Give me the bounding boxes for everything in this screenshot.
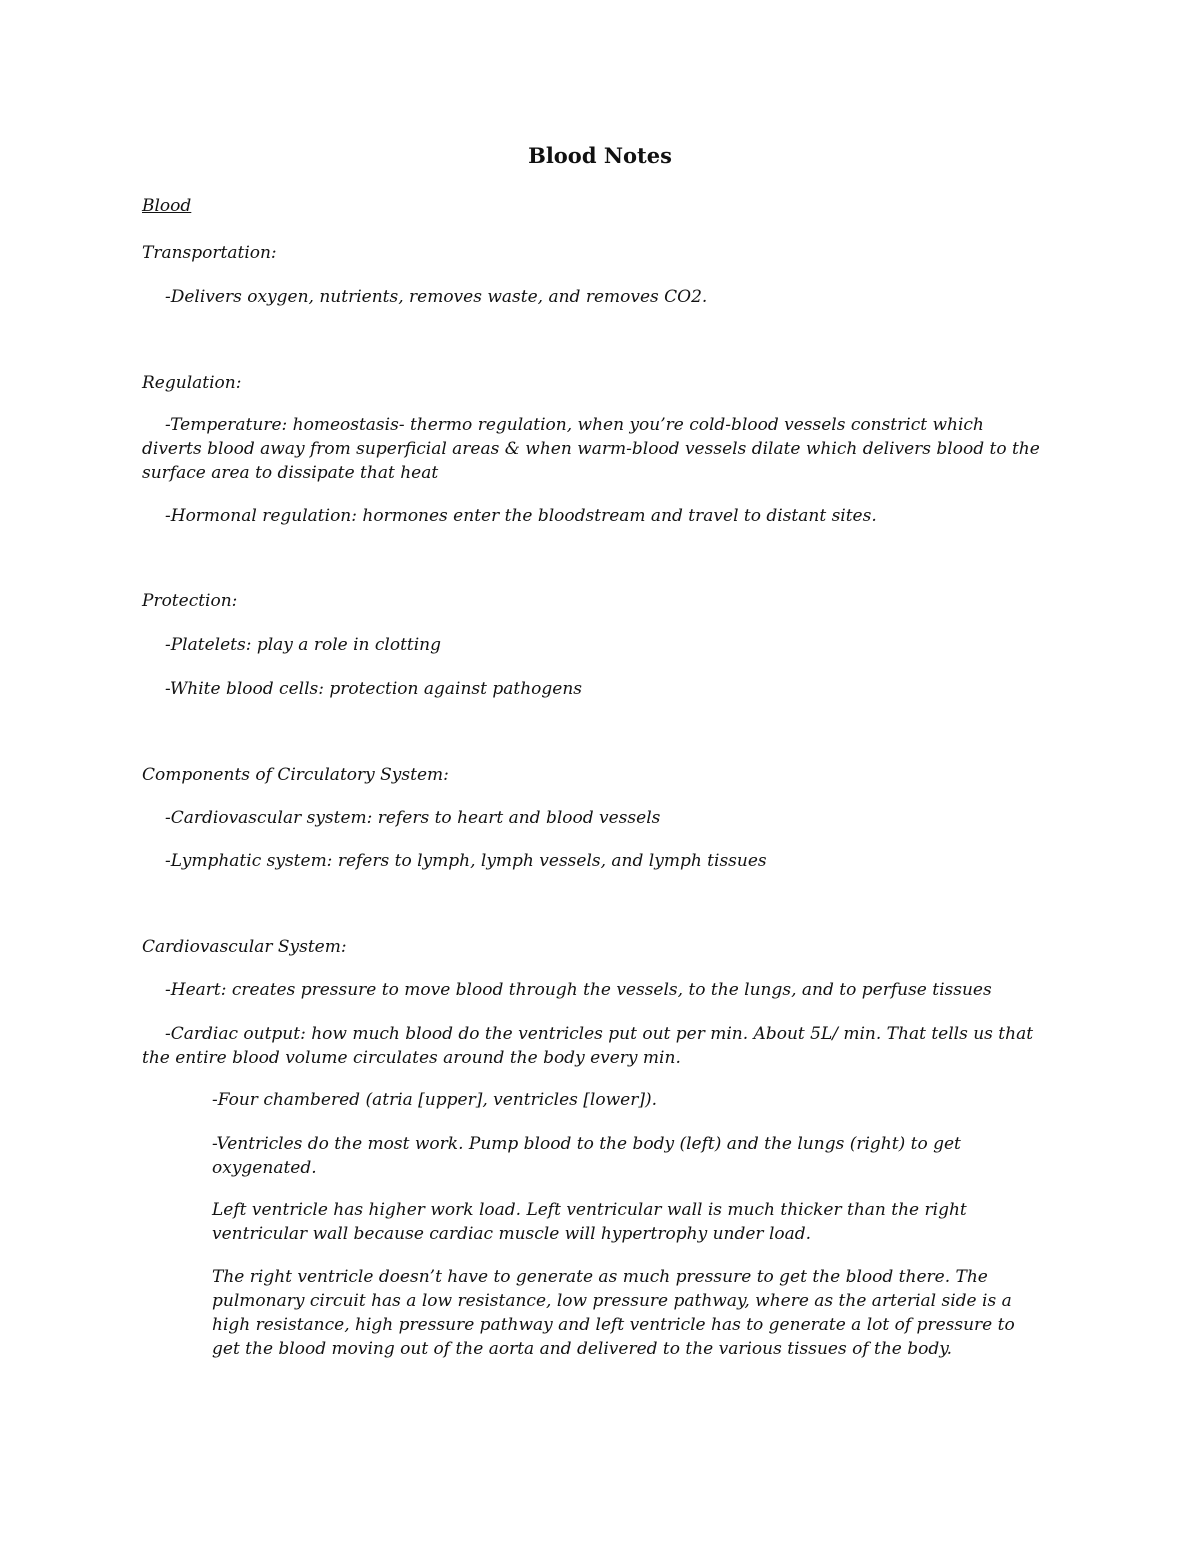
components-item-cardiovascular: -Cardiovascular system: refers to heart and blood vessels	[165, 808, 661, 828]
heading-regulation: Regulation:	[142, 373, 242, 393]
heading-protection: Protection:	[142, 591, 238, 611]
cardiovascular-subitem-right-ventricle: The right ventricle doesn’t have to generate as much pressure to get the blood there. The pulmonary circuit has a low resistance, low pressure pathway, where as the arterial side is a high resistance, high pressure pathway and left ventricle has to generate a lot of pressure to get the blood moving out of the aorta and delivered to the various tissues of the body.	[212, 1267, 1015, 1359]
document-title: Blood Notes	[528, 143, 672, 168]
components-item-lymphatic: -Lymphatic system: refers to lymph, lymph vessels, and lymph tissues	[165, 851, 767, 871]
cardiovascular-item-cardiac-output: -Cardiac output: how much blood do the ventricles put out per min. About 5L/ min. That tells us that the entire blood volume circulates around the body every min.	[142, 1024, 1034, 1068]
cardiovascular-subitem-chambers: -Four chambered (atria [upper], ventricles [lower]).	[212, 1090, 658, 1110]
cardiovascular-item-heart: -Heart: creates pressure to move blood through the vessels, to the lungs, and to perfuse tissues	[165, 980, 992, 1000]
protection-item-platelets: -Platelets: play a role in clotting	[165, 635, 442, 655]
section-heading-blood: Blood	[142, 196, 192, 216]
heading-transportation: Transportation:	[142, 243, 277, 263]
protection-item-white-blood-cells: -White blood cells: protection against pathogens	[165, 679, 583, 699]
regulation-item-hormonal: -Hormonal regulation: hormones enter the bloodstream and travel to distant sites.	[165, 506, 877, 526]
transportation-item: -Delivers oxygen, nutrients, removes waste, and removes CO2.	[165, 287, 708, 307]
regulation-item-temperature: -Temperature: homeostasis- thermo regulation, when you’re cold-blood vessels constrict which diverts blood away from superficial areas & when warm-blood vessels dilate which delivers blood to the surface area to dissipate that heat	[142, 415, 1040, 483]
cardiovascular-subitem-ventricles: -Ventricles do the most work. Pump blood to the body (left) and the lungs (right) to get oxygenated.	[212, 1134, 961, 1178]
cardiovascular-subitem-left-ventricle: Left ventricle has higher work load. Left ventricular wall is much thicker than the right ventricular wall because cardiac muscle will hypertrophy under load.	[212, 1200, 967, 1244]
heading-components: Components of Circulatory System:	[142, 765, 449, 785]
heading-cardiovascular: Cardiovascular System:	[142, 937, 347, 957]
